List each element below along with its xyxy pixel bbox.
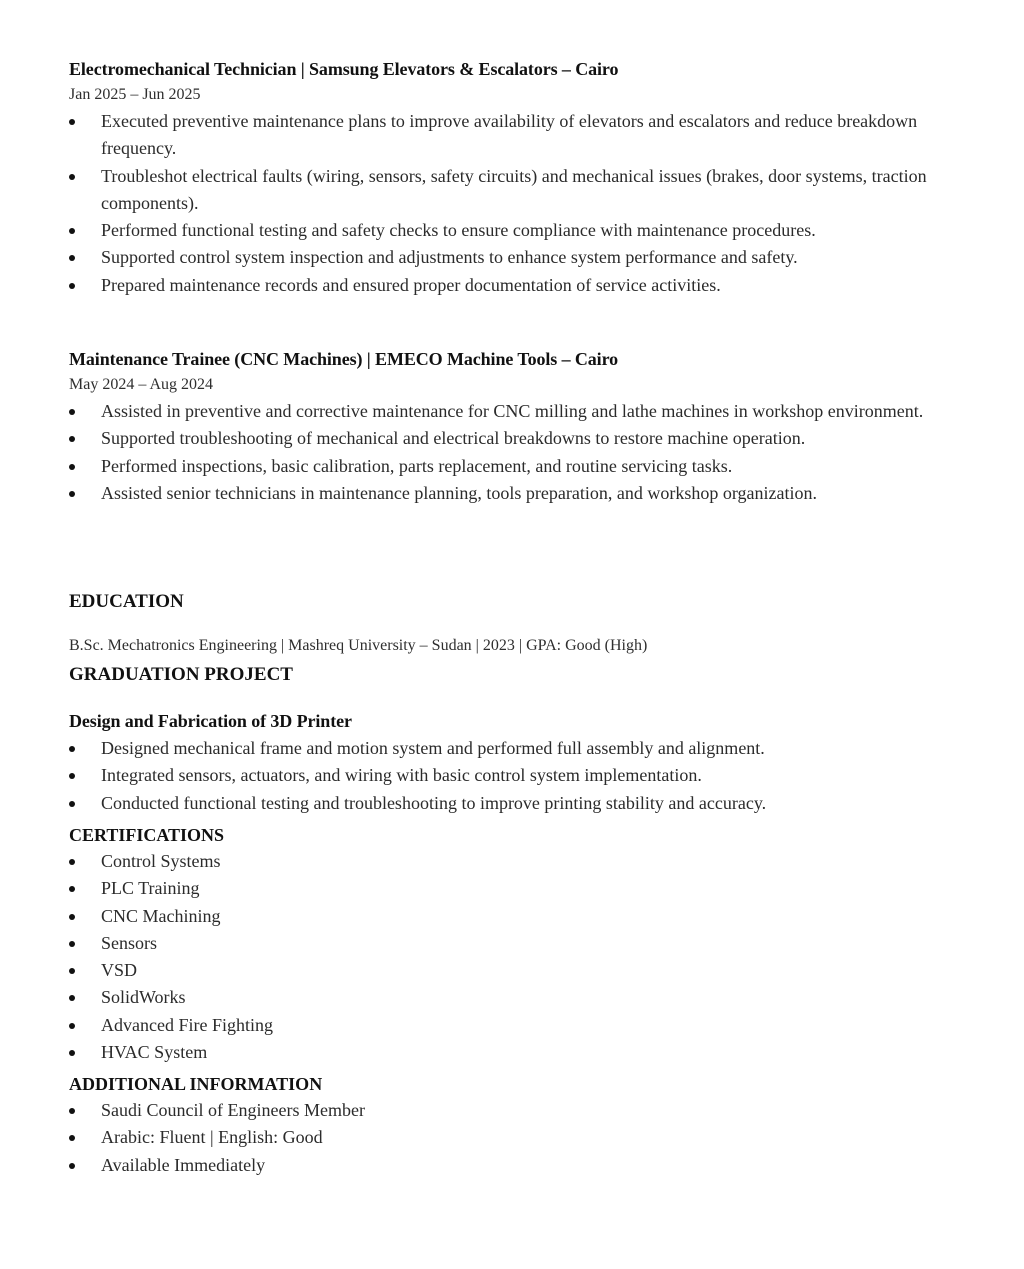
bullet-icon — [69, 886, 75, 892]
certification-item — [69, 984, 273, 1011]
certification-item — [69, 1012, 273, 1039]
certification-item — [69, 903, 273, 930]
info-item — [69, 1097, 365, 1124]
info-item — [69, 1152, 365, 1179]
bullet-icon — [69, 1023, 75, 1029]
info-text: Saudi Council of Engineers Member — [101, 1100, 365, 1120]
bullet-icon — [69, 1050, 75, 1056]
bullet-item — [69, 398, 923, 425]
certifications-list — [69, 848, 273, 1066]
bullet-icon — [69, 119, 75, 125]
bullet-icon — [69, 1163, 75, 1169]
bullet-icon — [69, 255, 75, 261]
bullet-icon — [69, 228, 75, 234]
bullet-item — [69, 163, 969, 218]
bullet-item — [69, 425, 923, 452]
bullet-text: Integrated sensors, actuators, and wiring with basic control system implementation. — [101, 765, 702, 786]
certification-item — [69, 1039, 273, 1066]
certification-text: VSD — [101, 960, 138, 981]
certification-text: PLC Training — [101, 878, 200, 899]
bullet-text: Assisted in preventive and corrective maintenance for CNC milling and lathe machines in workshop environment. — [101, 401, 924, 421]
job-dates: Jan 2025 – Jun 2025 — [69, 86, 201, 103]
education-detail: B.Sc. Mechatronics Engineering | Mashreq University – Sudan | 2023 | GPA: Good (High) — [69, 637, 648, 654]
bullet-text: Designed mechanical frame and motion system and performed full assembly and alignment. — [101, 738, 765, 758]
experience-entry — [69, 347, 923, 507]
certification-text: HVAC System — [101, 1042, 208, 1063]
info-text: Available Immediately — [101, 1154, 266, 1175]
certification-text: Advanced Fire Fighting — [101, 1014, 273, 1035]
job-title: Electromechanical Technician | Samsung Elevators & Escalators – Cairo — [69, 59, 619, 79]
bullet-text: Assisted senior technicians in maintenance planning, tools preparation, and workshop organization. — [101, 482, 817, 503]
certification-item — [69, 930, 273, 957]
additional-information — [69, 1071, 365, 1179]
graduation-project-heading: GRADUATION PROJECT — [69, 664, 293, 685]
bullet-text: Troubleshot electrical faults (wiring, sensors, safety circuits) and mechanical issues (brakes, door systems, traction components). — [101, 165, 927, 213]
bullet-text: Prepared maintenance records and ensured proper documentation of service activities. — [101, 274, 721, 295]
additional-information-heading: ADDITIONAL INFORMATION — [69, 1074, 323, 1094]
bullet-icon — [69, 941, 75, 947]
certification-item — [69, 848, 273, 875]
bullet-item — [69, 790, 766, 817]
info-item — [69, 1124, 365, 1151]
bullet-text: Conducted functional testing and troubleshooting to improve printing stability and accuracy. — [101, 792, 767, 813]
certification-text: SolidWorks — [101, 987, 186, 1008]
additional-information-list — [69, 1097, 365, 1179]
bullet-icon — [69, 968, 75, 974]
certification-text: CNC Machining — [101, 905, 221, 926]
bullet-text: Supported troubleshooting of mechanical and electrical breakdowns to restore machine operation. — [101, 428, 806, 449]
graduation-project — [69, 709, 766, 817]
job-dates: May 2024 – Aug 2024 — [69, 376, 213, 393]
project-bullets — [69, 735, 766, 817]
bullet-icon — [69, 859, 75, 865]
bullet-icon — [69, 491, 75, 497]
bullet-icon — [69, 174, 75, 180]
certification-text: Sensors — [101, 932, 158, 953]
bullet-item — [69, 480, 923, 507]
bullet-text: Performed functional testing and safety checks to ensure compliance with maintenance procedures. — [101, 220, 816, 241]
bullet-item — [69, 762, 766, 789]
bullet-icon — [69, 1135, 75, 1141]
bullet-item — [69, 453, 923, 480]
bullet-text: Performed inspections, basic calibration, parts replacement, and routine servicing tasks. — [101, 455, 733, 476]
bullet-text: Supported control system inspection and adjustments to enhance system performance and safety. — [101, 247, 798, 268]
job-bullets — [69, 108, 969, 299]
bullet-icon — [69, 283, 75, 289]
job-title: Maintenance Trainee (CNC Machines) | EMECO Machine Tools – Cairo — [69, 349, 619, 369]
bullet-item — [69, 108, 969, 163]
bullet-icon — [69, 773, 75, 779]
bullet-icon — [69, 914, 75, 920]
bullet-icon — [69, 409, 75, 415]
bullet-icon — [69, 746, 75, 752]
project-title: Design and Fabrication of 3D Printer — [69, 711, 352, 731]
bullet-item — [69, 272, 969, 299]
bullet-text: Executed preventive maintenance plans to improve availability of elevators and escalators and reduce breakdown frequency. — [101, 111, 918, 159]
info-text: Arabic: Fluent | English: Good — [101, 1127, 323, 1148]
certification-item — [69, 957, 273, 984]
certification-item — [69, 875, 273, 902]
job-bullets — [69, 398, 923, 507]
bullet-item — [69, 217, 969, 244]
bullet-item — [69, 244, 969, 271]
bullet-item — [69, 735, 766, 762]
experience-entry — [69, 57, 969, 299]
certifications — [69, 822, 273, 1066]
bullet-icon — [69, 801, 75, 807]
certifications-heading: CERTIFICATIONS — [69, 825, 225, 845]
certification-text: Control Systems — [101, 851, 221, 871]
bullet-icon — [69, 464, 75, 470]
bullet-icon — [69, 995, 75, 1001]
bullet-icon — [69, 436, 75, 442]
education-heading: EDUCATION — [69, 591, 184, 612]
bullet-icon — [69, 1108, 75, 1114]
